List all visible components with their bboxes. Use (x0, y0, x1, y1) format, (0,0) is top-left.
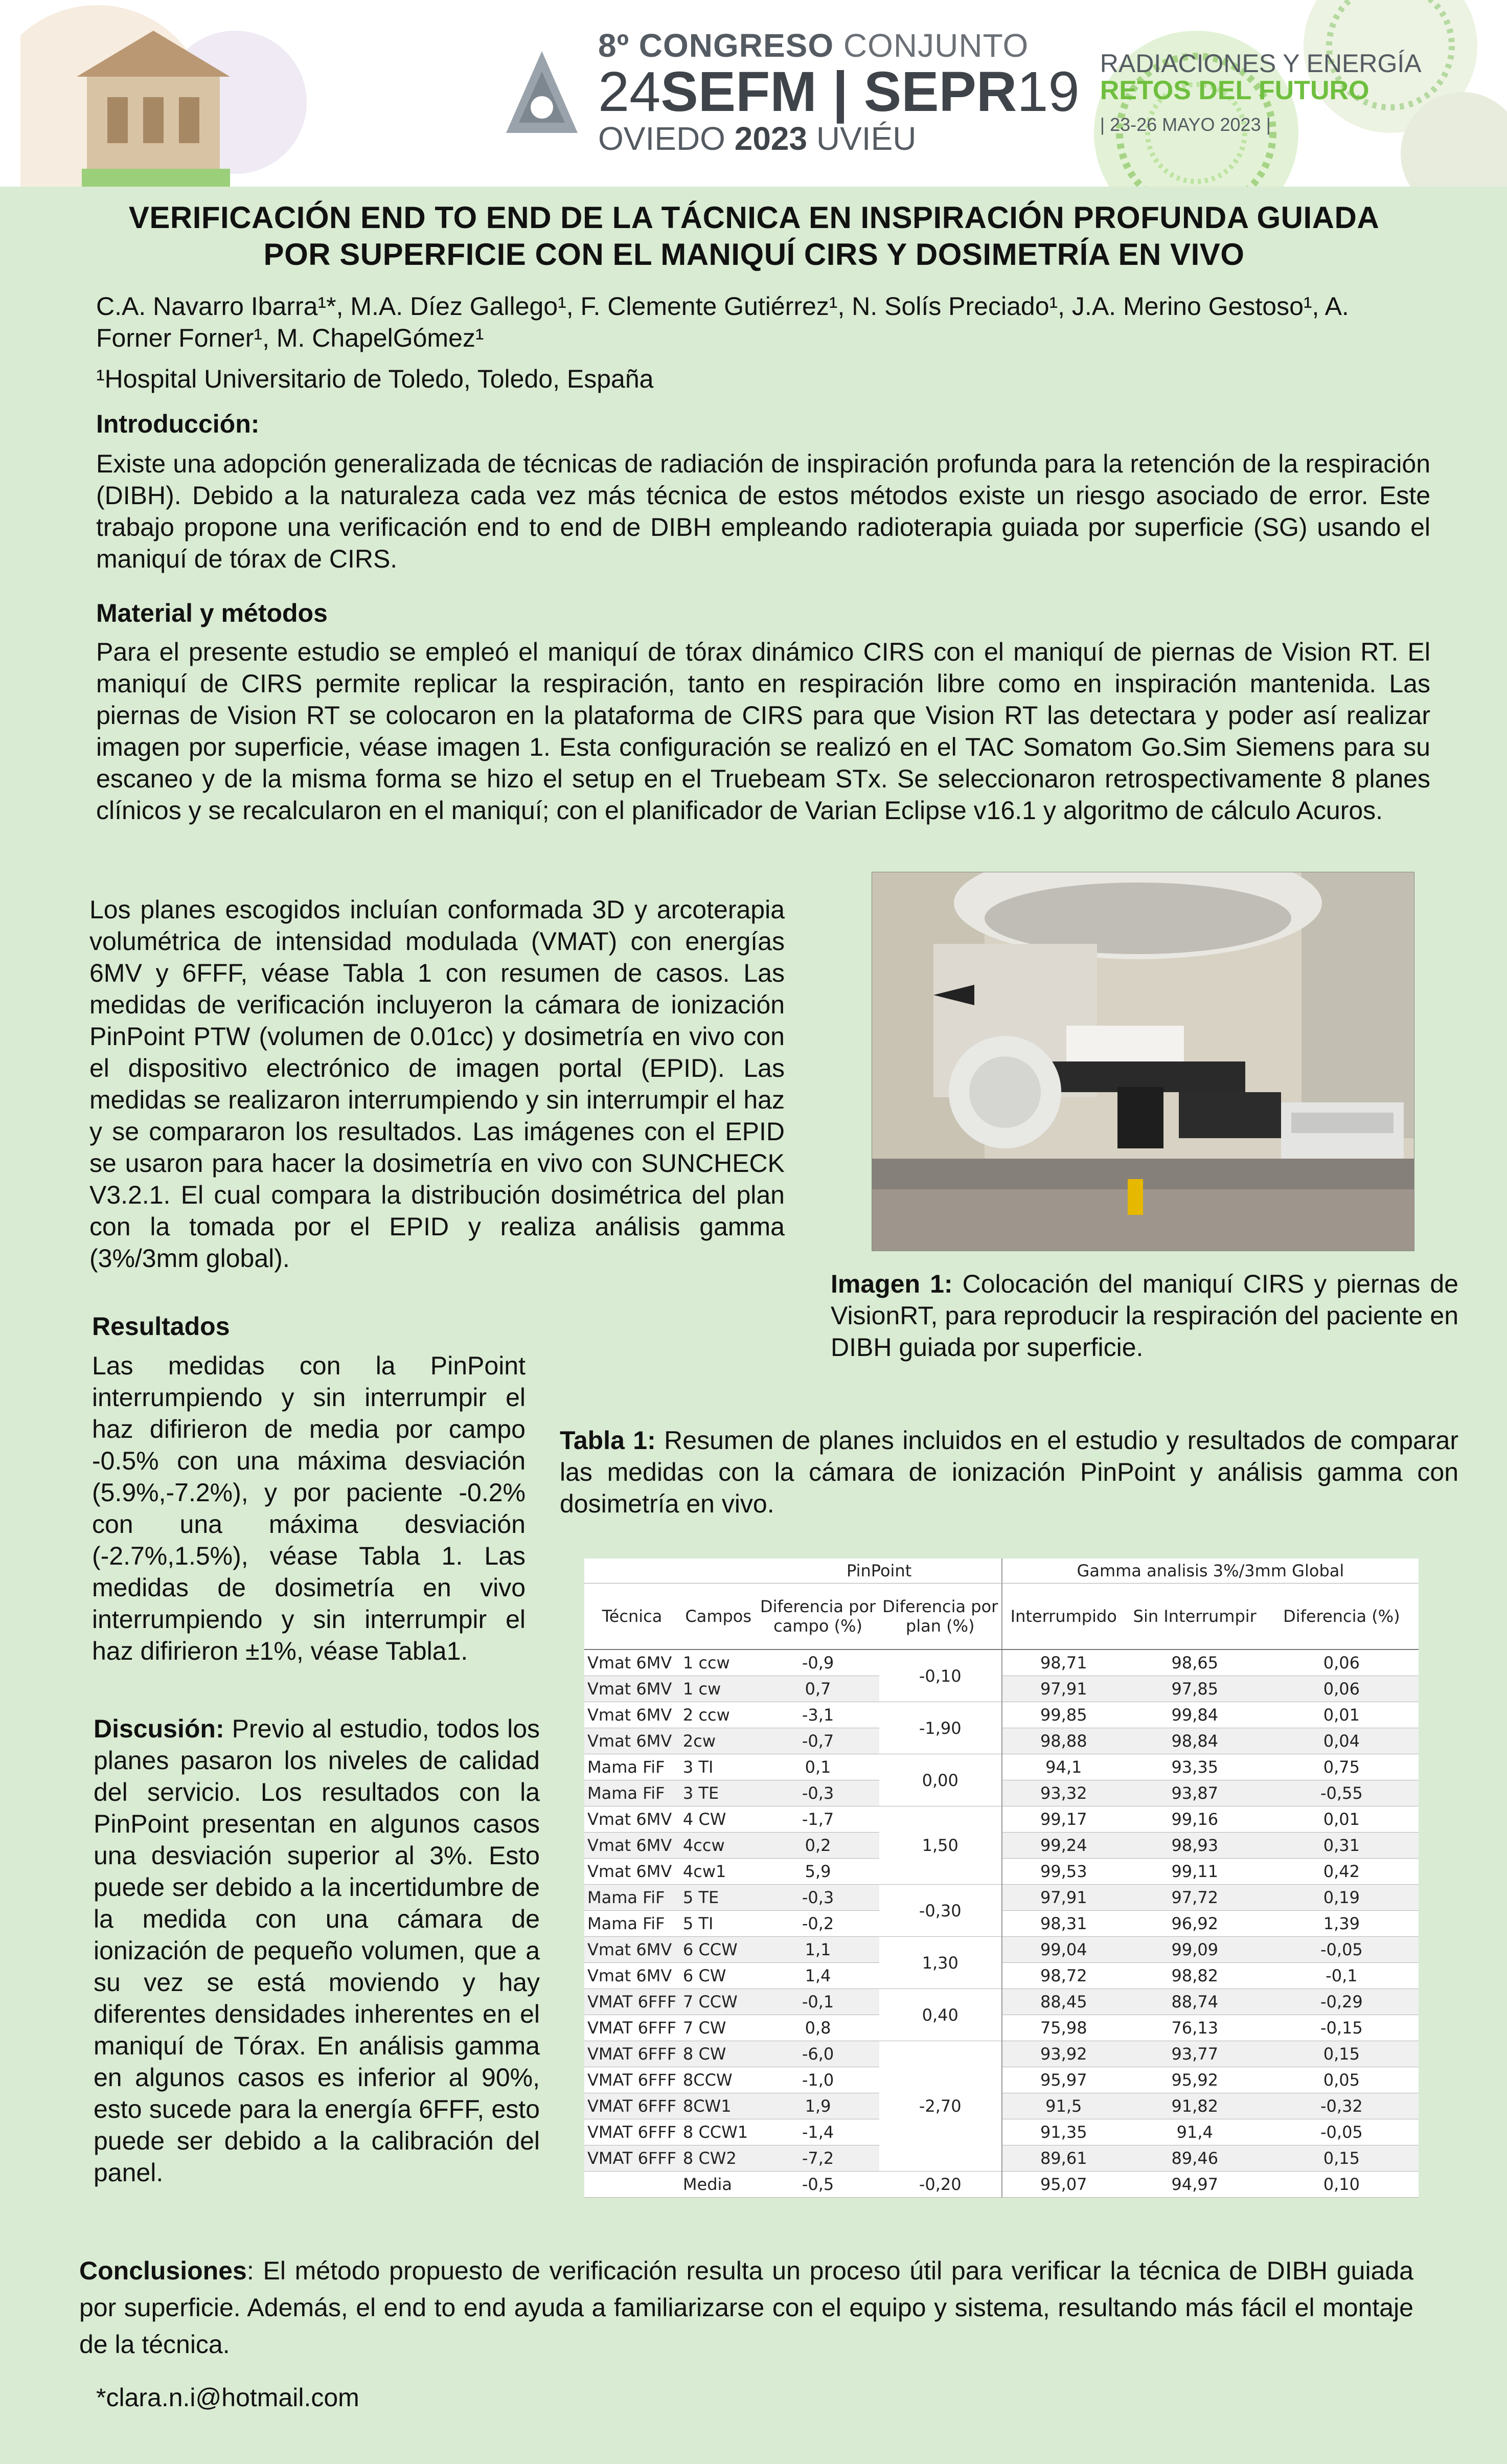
col-interrumpido: Interrumpido (1002, 1584, 1125, 1650)
table-row (584, 1702, 1419, 1728)
cell-campos: 8 CCW1 (680, 2119, 757, 2145)
cell-sin-interrumpir: 93,77 (1125, 2041, 1265, 2067)
image1-label: Imagen 1: (831, 1270, 953, 1298)
cell-tecnica: Vmat 6MV (584, 1963, 680, 1989)
cell-diferencia: 0,15 (1265, 2145, 1419, 2172)
table-row (584, 2067, 1419, 2093)
cell-empty (584, 2172, 680, 2198)
table-row (584, 1963, 1419, 1989)
cell-sin-interrumpir: 98,93 (1125, 1833, 1265, 1859)
cell-dif-campo: 0,1 (757, 1754, 879, 1780)
cell-interrumpido: 93,32 (1002, 1780, 1125, 1806)
cell-campos: 8 CW (680, 2041, 757, 2067)
cell-interrumpido: 95,97 (1002, 2067, 1125, 2093)
cell-sin-interrumpir: 93,35 (1125, 1754, 1265, 1780)
cell-dif-campo: 1,1 (757, 1937, 879, 1963)
cell-tecnica: VMAT 6FFF (584, 2041, 680, 2067)
intro-heading: Introducción: (96, 410, 260, 438)
cell-dif-campo: -1,4 (757, 2119, 879, 2145)
cell-sin-interrumpir: 91,4 (1125, 2119, 1265, 2145)
title-line-1: VERIFICACIÓN END TO END DE LA TÁCNICA EN INSPIRACIÓN PROFUNDA GUIADA (128, 200, 1380, 235)
cell-sin-interrumpir: 98,84 (1125, 1728, 1265, 1754)
cell-campos: 8CW1 (680, 2093, 757, 2119)
cell-diferencia: -0,05 (1265, 1937, 1419, 1963)
cell-tecnica: Mama FiF (584, 1885, 680, 1911)
cell-sin-interrumpir: 96,92 (1125, 1911, 1265, 1937)
cell-interrumpido: 97,91 (1002, 1885, 1125, 1911)
cell-campos: 3 TI (680, 1754, 757, 1780)
table-row-media (584, 2172, 1419, 2198)
cell-dif-plan: 1,50 (879, 1806, 1002, 1885)
cell-interrumpido: 75,98 (1002, 2015, 1125, 2041)
cell-dif-campo: 1,4 (757, 1963, 879, 1989)
cell-media-interrumpido: 95,07 (1002, 2172, 1125, 2198)
col-dif-plan-l1: Diferencia por (882, 1597, 998, 1616)
cell-diferencia: -0,55 (1265, 1780, 1419, 1806)
cell-tecnica: VMAT 6FFF (584, 2015, 680, 2041)
cell-diferencia: 0,06 (1265, 1649, 1419, 1676)
cell-campos: 6 CW (680, 1963, 757, 1989)
table-row (584, 2041, 1419, 2067)
table-row (584, 1833, 1419, 1859)
cell-sin-interrumpir: 99,09 (1125, 1937, 1265, 1963)
cell-tecnica: Vmat 6MV (584, 1859, 680, 1885)
congreso-num-19: 19 (1017, 60, 1080, 123)
cell-campos: 3 TE (680, 1780, 757, 1806)
table-body (584, 1649, 1419, 2198)
table1-label: Tabla 1: (560, 1426, 656, 1455)
cell-interrumpido: 99,85 (1002, 1702, 1125, 1728)
congreso-light: CONJUNTO (843, 27, 1029, 64)
cell-dif-campo: -0,7 (757, 1728, 879, 1754)
table-row (584, 1806, 1419, 1833)
cell-campos: 2cw (680, 1728, 757, 1754)
cell-diferencia: -0,15 (1265, 2015, 1419, 2041)
cell-diferencia: -0,1 (1265, 1963, 1419, 1989)
cell-campos: 7 CW (680, 2015, 757, 2041)
table-row (584, 1859, 1419, 1885)
conference-header (0, 0, 1507, 187)
cell-sin-interrumpir: 99,11 (1125, 1859, 1265, 1885)
cell-diferencia: 0,01 (1265, 1806, 1419, 1833)
table1-text: Resumen de planes incluidos en el estudio y resultados de comparar las medidas con la cámara de ionización PinPoint y análisis gamma con dosimetría en vivo. (560, 1426, 1458, 1518)
col-tecnica: Técnica (584, 1584, 680, 1650)
church-illustration (20, 0, 307, 187)
congreso-sefm-sepr: SEFM | SEPR (660, 60, 1017, 123)
cell-interrumpido: 98,72 (1002, 1963, 1125, 1989)
cell-sin-interrumpir: 98,65 (1125, 1649, 1265, 1676)
cell-tecnica: Mama FiF (584, 1754, 680, 1780)
cell-campos: 8CCW (680, 2067, 757, 2093)
congreso-num-24: 24 (598, 60, 661, 123)
table-row (584, 1649, 1419, 1676)
cell-dif-plan: -1,90 (879, 1702, 1002, 1754)
cell-media-sin: 94,97 (1125, 2172, 1265, 2198)
col-dif-campo (757, 1584, 879, 1650)
cell-diferencia: 0,31 (1265, 1833, 1419, 1859)
col-dif-plan-l2: plan (%) (905, 1616, 975, 1636)
cell-tecnica: Vmat 6MV (584, 1937, 680, 1963)
cell-diferencia: 0,05 (1265, 2067, 1419, 2093)
col-dif-campo-l2: campo (%) (773, 1616, 862, 1636)
cell-interrumpido: 99,24 (1002, 1833, 1125, 1859)
cell-campos: 7 CCW (680, 1989, 757, 2015)
congreso-city-asturian: UVIÉU (816, 120, 917, 157)
cell-diferencia: 0,19 (1265, 1885, 1419, 1911)
cell-media-dif-plan: -0,20 (879, 2172, 1002, 2198)
table-row (584, 1989, 1419, 2015)
congress-dates: | 23-26 MAYO 2023 | (1100, 114, 1271, 135)
cell-media-dif-campo: -0,5 (757, 2172, 879, 2198)
cell-interrumpido: 91,35 (1002, 2119, 1125, 2145)
cell-tecnica: VMAT 6FFF (584, 1989, 680, 2015)
cell-interrumpido: 98,71 (1002, 1649, 1125, 1676)
cell-diferencia: 0,15 (1265, 2041, 1419, 2067)
cell-dif-campo: -0,3 (757, 1780, 879, 1806)
group-gamma: Gamma analisis 3%/3mm Global (1002, 1558, 1419, 1584)
cell-tecnica: Mama FiF (584, 1911, 680, 1937)
conclusions-text: : El método propuesto de verificación resulta un proceso útil para verificar la técnica de DIBH guiada por superficie. Además, el end to end ayuda a familiarizarse con el equipo y sistema, resultando más fácil el montaje de la técnica. (79, 2256, 1413, 2359)
cell-diferencia: 0,42 (1265, 1859, 1419, 1885)
cell-sin-interrumpir: 89,46 (1125, 2145, 1265, 2172)
cell-dif-campo: -3,1 (757, 1702, 879, 1728)
cell-dif-plan: -0,10 (879, 1649, 1002, 1702)
table1-caption (560, 1425, 1458, 1520)
cell-sin-interrumpir: 93,87 (1125, 1780, 1265, 1806)
cell-diferencia: -0,29 (1265, 1989, 1419, 2015)
table-row (584, 1780, 1419, 1806)
cell-campos: 1 cw (680, 1676, 757, 1702)
cell-dif-campo: -0,2 (757, 1911, 879, 1937)
tagline-1: RADIACIONES Y ENERGÍA (1100, 49, 1422, 78)
cell-diferencia: 1,39 (1265, 1911, 1419, 1937)
congreso-year: 2023 (734, 120, 808, 157)
table-row (584, 2015, 1419, 2041)
image1-caption (831, 1268, 1458, 1363)
cell-sin-interrumpir: 99,84 (1125, 1702, 1265, 1728)
cell-dif-campo: -7,2 (757, 2145, 879, 2172)
table-row (584, 2145, 1419, 2172)
cell-dif-campo: -1,7 (757, 1806, 879, 1833)
group-pinpoint: PinPoint (757, 1558, 1002, 1584)
cell-dif-campo: -1,0 (757, 2067, 879, 2093)
cell-campos: 2 ccw (680, 1702, 757, 1728)
col-diferencia: Diferencia (%) (1265, 1584, 1419, 1650)
cell-interrumpido: 97,91 (1002, 1676, 1125, 1702)
cell-media-diferencia: 0,10 (1265, 2172, 1419, 2198)
cell-diferencia: 0,01 (1265, 1702, 1419, 1728)
cell-dif-campo: 0,7 (757, 1676, 879, 1702)
title-line-2: POR SUPERFICIE CON EL MANIQUÍ CIRS Y DOSIMETRÍA EN VIVO (263, 237, 1245, 272)
cell-dif-plan: -2,70 (879, 2041, 1002, 2172)
cell-tecnica: Vmat 6MV (584, 1649, 680, 1676)
methods-text-1: Para el presente estudio se empleó el maniquí de tórax dinámico CIRS con el maniquí de piernas de Vision RT. El maniquí de CIRS permite replicar la respiración, tanto en respiración libre como en inspiración mantenida. Las piernas de Vision RT se colocaron en la plataforma de CIRS para que Vision RT las detectara y poder así realizar imagen por superficie, véase imagen 1. Esta configuración se realizó en el TAC Somatom Go.Sim Siemens para su escaneo y de la misma forma se hizo el setup en el Truebeam STx. Se seleccionaron retrospectivamente 8 planes clínicos y se recalcularon en el maniquí; con el planificador de Varian Eclipse v16.1 y algoritmo de cálculo Acuros. (96, 638, 1430, 825)
cell-dif-campo: 1,9 (757, 2093, 879, 2119)
cell-dif-campo: -0,9 (757, 1649, 879, 1676)
discussion-text: Previo al estudio, todos los planes pasaron los niveles de calidad del servicio. Los resultados con la PinPoint presentan en algunos casos una desviación superior al 3%. Esto puede ser debido a la incertidumbre de la medida con una cámara de ionización de pequeño volumen, que a su vez se está moviendo y hay diferentes densidades inherentes en el maniquí de Tórax. En análisis gamma en algunos casos es inferior al 90%, esto sucede para la energía 6FFF, esto puede ser debido a la calibración del panel. (94, 1714, 540, 2187)
conclusions-label: Conclusiones (79, 2256, 247, 2285)
discussion (94, 1713, 540, 2188)
table-row (584, 1885, 1419, 1911)
cell-tecnica: Mama FiF (584, 1780, 680, 1806)
cell-dif-campo: 0,8 (757, 2015, 879, 2041)
cell-diferencia: -0,05 (1265, 2119, 1419, 2145)
cell-dif-plan: 0,00 (879, 1754, 1002, 1806)
cell-sin-interrumpir: 88,74 (1125, 1989, 1265, 2015)
cell-sin-interrumpir: 91,82 (1125, 2093, 1265, 2119)
cell-interrumpido: 93,92 (1002, 2041, 1125, 2067)
cell-dif-campo: 0,2 (757, 1833, 879, 1859)
col-sin-interrumpir: Sin Interrumpir (1125, 1584, 1265, 1650)
results-heading: Resultados (92, 1312, 230, 1341)
congress-logo (501, 26, 1422, 159)
methods-heading: Material y métodos (96, 599, 328, 627)
cell-media-label: Media (680, 2172, 757, 2198)
cell-tecnica: Vmat 6MV (584, 1702, 680, 1728)
photo-illustration (872, 872, 1414, 1251)
col-dif-plan (879, 1584, 1002, 1650)
cell-tecnica: Vmat 6MV (584, 1833, 680, 1859)
cell-campos: 4cw1 (680, 1859, 757, 1885)
cell-interrumpido: 91,5 (1002, 2093, 1125, 2119)
results-table (584, 1558, 1419, 2198)
cell-tecnica: Vmat 6MV (584, 1676, 680, 1702)
results-text: Las medidas con la PinPoint interrumpiendo y sin interrumpir el haz difirieron de media por campo -0.5% con una máxima desviación (5.9%,-7.2%), y por paciente -0.2% con una máxima desviación (-2.7%,1.5%), véase Tabla 1. Las medidas de dosimetría en vivo interrumpiendo y sin interrumpir el haz difirieron ±1%, véase Tabla1. (92, 1351, 526, 1665)
discussion-label: Discusión: (94, 1714, 224, 1743)
table-row (584, 1937, 1419, 1963)
methods-text-2: Los planes escogidos incluían conformada 3D y arcoterapia volumétrica de intensidad modulada (VMAT) con energías 6MV y 6FFF, véase Tabla 1 con resumen de casos. Las medidas de verificación incluyeron la cámara de ionización PinPoint PTW (volumen de 0.01cc) y dosimetría en vivo con el dispositivo electrónico de imagen portal (EPID). Las medidas se realizaron interrumpiendo y sin interrumpir el haz y se compararon los resultados. Las imágenes con el EPID se usaron para hacer la dosimetría en vivo con SUNCHECK V3.2.1. El cual compara la distribución dosimétrica del plan con la tomada por el EPID y realiza análisis gamma (3%/3mm global). (89, 895, 785, 1273)
cell-interrumpido: 94,1 (1002, 1754, 1125, 1780)
congreso-bold: 8º CONGRESO (598, 27, 834, 64)
cirs-phantom-photo (872, 872, 1414, 1251)
cell-tecnica: VMAT 6FFF (584, 2145, 680, 2172)
cell-interrumpido: 99,17 (1002, 1806, 1125, 1833)
table-row (584, 1911, 1419, 1937)
cell-tecnica: Vmat 6MV (584, 1728, 680, 1754)
cell-dif-plan: 0,40 (879, 1989, 1002, 2041)
cell-sin-interrumpir: 76,13 (1125, 2015, 1265, 2041)
cell-campos: 4ccw (680, 1833, 757, 1859)
table-row (584, 1754, 1419, 1780)
col-dif-campo-l1: Diferencia por (760, 1597, 876, 1616)
cell-dif-campo: -0,1 (757, 1989, 879, 2015)
cell-interrumpido: 88,45 (1002, 1989, 1125, 2015)
cell-interrumpido: 98,88 (1002, 1728, 1125, 1754)
cell-tecnica: VMAT 6FFF (584, 2119, 680, 2145)
cell-sin-interrumpir: 95,92 (1125, 2067, 1265, 2093)
cell-tecnica: VMAT 6FFF (584, 2093, 680, 2119)
cell-dif-plan: 1,30 (879, 1937, 1002, 1989)
cell-tecnica: Vmat 6MV (584, 1806, 680, 1833)
cell-dif-campo: -6,0 (757, 2041, 879, 2067)
table-row (584, 2093, 1419, 2119)
cell-campos: 4 CW (680, 1806, 757, 1833)
col-campos: Campos (680, 1584, 757, 1650)
cell-sin-interrumpir: 97,72 (1125, 1885, 1265, 1911)
table-row (584, 1728, 1419, 1754)
cell-diferencia: 0,75 (1265, 1754, 1419, 1780)
cell-sin-interrumpir: 98,82 (1125, 1963, 1265, 1989)
radiation-triangle-icon (501, 46, 583, 138)
cell-tecnica: VMAT 6FFF (584, 2067, 680, 2093)
cell-interrumpido: 99,53 (1002, 1859, 1125, 1885)
cell-campos: 5 TI (680, 1911, 757, 1937)
congreso-city: OVIEDO (598, 120, 725, 157)
affiliation: ¹Hospital Universitario de Toledo, Toledo, España (96, 365, 654, 393)
table-row (584, 2119, 1419, 2145)
cell-campos: 5 TE (680, 1885, 757, 1911)
cell-sin-interrumpir: 99,16 (1125, 1806, 1265, 1833)
cell-dif-campo: -0,3 (757, 1885, 879, 1911)
authors: C.A. Navarro Ibarra¹*, M.A. Díez Gallego¹, F. Clemente Gutiérrez¹, N. Solís Preciado¹, J.A. Merino Gestoso¹, A. Forner Forner¹, M. ChapelGómez¹ (96, 292, 1349, 352)
poster-title (61, 199, 1447, 273)
cell-dif-campo: 5,9 (757, 1859, 879, 1885)
cell-interrumpido: 98,31 (1002, 1911, 1125, 1937)
cell-campos: 8 CW2 (680, 2145, 757, 2172)
tagline-2: RETOS DEL FUTURO (1100, 76, 1369, 106)
cell-campos: 6 CCW (680, 1937, 757, 1963)
cell-dif-plan: -0,30 (879, 1885, 1002, 1937)
intro-text: Existe una adopción generalizada de técnicas de radiación de inspiración profunda para la retención de la respiración (DIBH). Debido a la naturaleza cada vez más técnica de estos métodos existe un riesgo asociado de error. Este trabajo propone una verificación end to end de DIBH empleando radioterapia guiada por superficie (SG) usando el maniquí de tórax de CIRS. (96, 449, 1430, 573)
cell-sin-interrumpir: 97,85 (1125, 1676, 1265, 1702)
cell-diferencia: 0,04 (1265, 1728, 1419, 1754)
cell-interrumpido: 99,04 (1002, 1937, 1125, 1963)
table-row (584, 1676, 1419, 1702)
image1-text: Colocación del maniquí CIRS y piernas de VisionRT, para reproducir la respiración del paciente en DIBH guiada por superficie. (831, 1270, 1458, 1362)
cell-diferencia: 0,06 (1265, 1676, 1419, 1702)
cell-campos: 1 ccw (680, 1649, 757, 1676)
cell-interrumpido: 89,61 (1002, 2145, 1125, 2172)
conclusions (79, 2252, 1413, 2363)
contact-email: *clara.n.i@hotmail.com (96, 2383, 359, 2412)
cell-diferencia: -0,32 (1265, 2093, 1419, 2119)
